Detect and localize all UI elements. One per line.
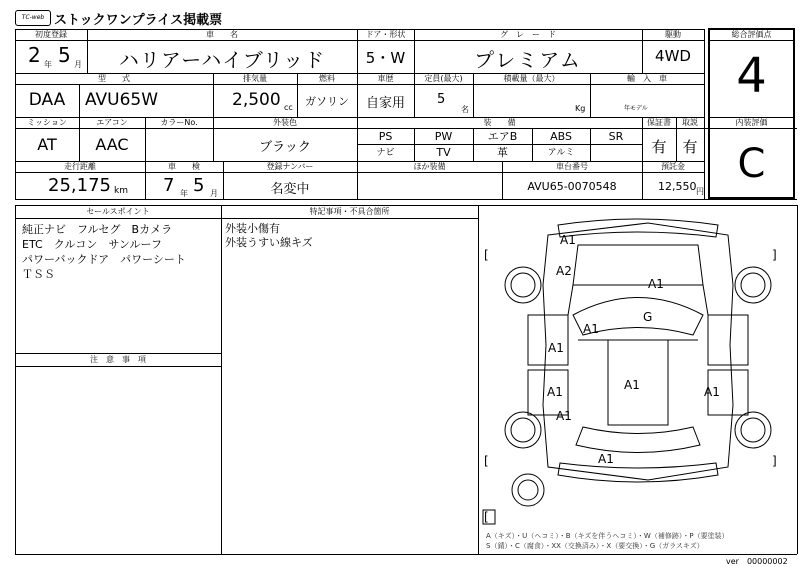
interior-label: 内装評価	[735, 118, 768, 127]
first-reg-label: 初度登録	[35, 30, 67, 39]
car-damage-diagram	[478, 205, 797, 530]
damage-mark: A1	[624, 378, 640, 392]
usage-label: 車歴	[377, 74, 394, 83]
first-reg-year-unit: 年	[44, 60, 52, 69]
mileage-label: 走行距離	[64, 162, 96, 171]
exterior-color-value: ブラック	[259, 140, 311, 155]
price-label: 預託金	[661, 162, 685, 171]
displacement-label: 排気量	[243, 74, 267, 83]
damage-mark: A1	[547, 385, 563, 399]
damage-mark: A1	[583, 322, 599, 336]
note-line: 外装小傷有	[225, 222, 280, 235]
bracket: ]	[772, 454, 777, 468]
inspection-month: 5	[193, 175, 205, 196]
fuel-label: 燃料	[319, 74, 335, 83]
mission-value: AT	[37, 135, 57, 154]
bracket: [	[484, 248, 489, 262]
import-note: 年モデル	[624, 105, 648, 112]
warranty-label: 保証書	[647, 118, 671, 127]
note-line: 外装うすい線キズ	[225, 236, 313, 249]
chassis-label: 車台番号	[556, 162, 588, 171]
door-label: ドア・形状	[365, 30, 406, 39]
drive-label: 駆動	[665, 30, 681, 39]
damage-mark: G	[643, 310, 653, 324]
equip-tv: TV	[436, 146, 451, 159]
first-reg-year: 2	[28, 43, 41, 67]
plate-value: 名変中	[270, 182, 310, 197]
price-unit: 円	[696, 187, 704, 196]
load-unit: Kg	[575, 104, 586, 113]
damage-mark: A2	[556, 264, 572, 278]
notes-list	[225, 222, 313, 250]
other-equip-label: ほか装備	[413, 162, 446, 171]
overall-score: 4	[736, 48, 767, 104]
bracket: [	[484, 510, 489, 524]
mission-label: ミッション	[27, 118, 67, 127]
damage-mark: A1	[704, 385, 720, 399]
aircon-value: AAC	[95, 135, 129, 154]
displacement-unit: cc	[284, 103, 293, 112]
equip-leather: 革	[497, 146, 508, 159]
bracket: ]	[772, 248, 777, 262]
equip-alumi: アルミ	[547, 148, 575, 158]
fuel-value: ガソリン	[305, 95, 349, 108]
displacement-value: 2,500	[232, 90, 281, 110]
drive-value: 4WD	[655, 47, 691, 65]
logo: TC-web	[15, 10, 51, 26]
mileage-value: 25,175	[48, 175, 111, 196]
caution-title: 注 意 事 項	[90, 355, 146, 364]
capacity-label: 定員(最大)	[424, 74, 463, 83]
damage-mark: A1	[560, 233, 576, 247]
price-value: 12,550	[658, 180, 697, 193]
model-prefix: DAA	[28, 90, 66, 110]
name-label: 車 名	[206, 30, 238, 39]
capacity-unit: 名	[461, 105, 469, 114]
equipment-label: 装 備	[483, 118, 516, 127]
aircon-label: エアコン	[96, 118, 128, 127]
model-label: 型 式	[98, 74, 130, 83]
exterior-color-label: 外装色	[273, 118, 297, 127]
capacity-value: 5	[437, 92, 446, 107]
door-shape: 5・W	[365, 49, 406, 67]
manual-value: 有	[682, 138, 698, 156]
interior-score: C	[737, 141, 766, 187]
equip-navi: ナビ	[376, 148, 395, 158]
mileage-unit: km	[114, 186, 128, 196]
damage-mark: A1	[548, 341, 564, 355]
notes-title: 特記事項・不具合箇所	[309, 207, 390, 216]
color-no-label: カラーNo.	[160, 118, 198, 127]
sales-line: ＴＳＳ	[22, 268, 55, 281]
bracket: [	[484, 454, 489, 468]
equip-abs: ABS	[550, 130, 572, 143]
sales-title: セールスポイント	[86, 207, 150, 216]
first-reg-month: 5	[58, 43, 71, 67]
equip-pw: PW	[434, 130, 453, 143]
sales-line: パワーバックドア パワーシート	[22, 253, 186, 266]
grade-label: グ レ ー ド	[500, 30, 556, 39]
legend-line: S（錆）・C（腐食）・XX（交換済み）・X（要交換）・G（ガラスキズ）	[486, 542, 704, 550]
overall-label: 総合評価点	[731, 30, 772, 39]
sales-points	[22, 222, 186, 282]
damage-mark: A1	[556, 409, 572, 423]
sales-line: 純正ナビ フルセグ Bカメラ	[22, 223, 173, 236]
equip-ps: PS	[378, 130, 393, 143]
grade-value: プレミアム	[474, 48, 582, 72]
usage-value: 自家用	[365, 96, 405, 111]
equip-airbag: エアB	[487, 130, 518, 143]
damage-legend	[486, 531, 729, 551]
warranty-value: 有	[651, 138, 667, 156]
manual-label: 取説	[682, 118, 698, 127]
inspection-year-unit: 年	[180, 189, 188, 198]
first-reg-month-unit: 月	[74, 60, 82, 69]
equip-sr: SR	[608, 130, 624, 143]
inspection-month-unit: 月	[210, 189, 218, 198]
model-value: AVU65W	[85, 90, 159, 110]
damage-mark: A1	[598, 452, 614, 466]
load-label: 積載量（最大）	[503, 74, 560, 83]
page-title: ストックワンプライス掲載票	[54, 13, 223, 28]
chassis-value: AVU65-0070548	[527, 180, 617, 193]
damage-mark: A1	[648, 277, 664, 291]
vehicle-name: ハリアーハイブリッド	[118, 48, 326, 72]
inspection-label: 車 検	[168, 162, 200, 171]
plate-label: 登録ナンバー	[266, 162, 314, 171]
import-label: 輸 入 車	[627, 74, 667, 83]
sales-line: ETC クルコン サンルーフ	[22, 238, 162, 251]
legend-line: A（キズ）・U（ヘコミ）・B（キズを伴うヘコミ）・W（補修跡）・P（要塗装）	[486, 532, 729, 540]
inspection-year: 7	[163, 175, 175, 196]
version-label: ver 00000002	[726, 557, 788, 566]
